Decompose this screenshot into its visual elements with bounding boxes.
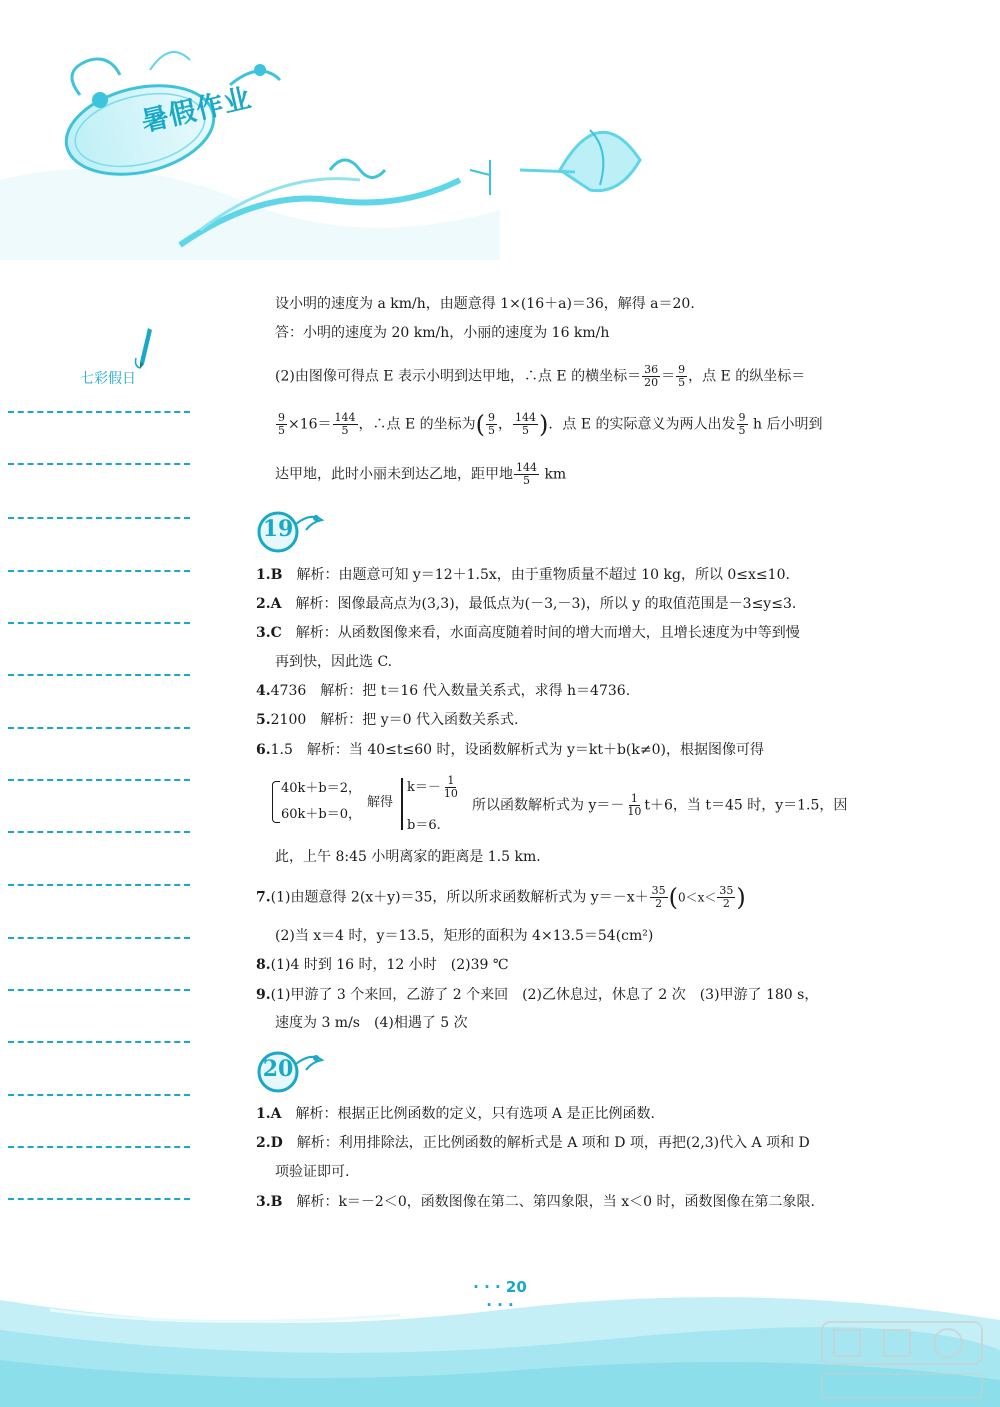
answer-item: 3.B 解析：k＝－2＜0，函数图像在第二、第四象限，当 x＜0 时，函数图像在第二象限. (256, 1194, 815, 1210)
fraction: $\frac{9}{5}$ (278, 411, 285, 437)
note-line (8, 1041, 190, 1043)
note-line (8, 1198, 190, 1200)
banner-title: 暑假作业 (138, 82, 255, 139)
equation: 40k＋b＝2， (281, 781, 362, 796)
fraction: $\frac{9}{5}$ (738, 411, 746, 437)
answer-item: 2.D 解析：利用排除法，正比例函数的解析式是 A 项和 D 项，再把(2,3)代入 A 项和 D (256, 1135, 810, 1151)
note-line (8, 622, 190, 624)
answer-item: 1.B 解析：由题意可知 y＝12＋1.5x，由于重物质量不超过 10 kg，所以 0≤x≤10. (256, 567, 790, 583)
equation-brace (272, 781, 280, 823)
note-line (8, 1094, 190, 1096)
fraction: $\frac{1}{10}$ (443, 774, 458, 800)
answer-item: 6.1.5 解析：当 40≤t≤60 时，设函数解析式为 y＝kt＋b(k≠0)，根据图像可得 (256, 742, 764, 758)
note-line (8, 1146, 190, 1148)
fraction: $\frac{9}{5}$ (488, 411, 496, 437)
note-line (8, 463, 190, 465)
equation-brace (401, 778, 403, 830)
answer-item: 3.C 解析：从函数图像来看，水面高度随着时间的增大而增大，且增长速度为中等到慢 (256, 625, 800, 641)
solve-label: 解得 (367, 795, 394, 810)
fraction: $\frac{1}{10}$ (627, 792, 642, 818)
note-line (8, 674, 190, 676)
note-line (8, 831, 190, 833)
note-line (8, 570, 190, 572)
text-line: $\frac{9}{5}$ ×16＝ $\frac{144}{5}$ ，∴点 E 的坐标为( $\frac{9}{5}$ ， $\frac{144}{5}$ )．点 E 的实际意义为两人出发 $\frac{9}{5}$ h 后小明到 (278, 410, 823, 439)
answer-item: 2.A 解析：图像最高点为(3,3)，最低点为(－3,－3)，所以 y 的取值范围是－3≤y≤3. (256, 596, 797, 612)
note-line (8, 517, 190, 519)
text-line: 速度为 3 m/s (4)相遇了 5 次 (275, 1015, 468, 1031)
answer-item: 1.A 解析：根据正比例函数的定义，只有选项 A 是正比例函数. (256, 1106, 655, 1122)
text-line: 达甲地，此时小丽未到达乙地，距甲地 $\frac{144}{5}$ km (275, 461, 567, 487)
fraction: $\frac{35}{2}$ (651, 884, 666, 910)
note-line (8, 989, 190, 991)
text-line: 再到快，因此选 C. (275, 654, 393, 670)
page-number: · · · 20 · · · (473, 1278, 527, 1314)
text-line: 所以函数解析式为 y＝－ $\frac{1}{10}$ t＋6，当 t＝45 时，y＝1.5，因 (472, 792, 848, 818)
fraction: $\frac{144}{5}$ (515, 411, 537, 437)
fraction: $\frac{144}{5}$ (334, 411, 356, 437)
equation: k＝－ $\frac{1}{10}$ (407, 774, 458, 800)
answer-item: 8.(1)4 时到 16 时，12 小时 (2)39 ℃ (256, 957, 509, 973)
equation: b＝6. (407, 818, 441, 833)
header-floral-decoration (0, 0, 720, 260)
text-line: (2)由图像可得点 E 表示小明到达甲地，∴点 E 的横坐标＝ $\frac{36}{20}$ ＝ $\frac{9}{5}$ ，点 E 的纵坐标＝ (275, 363, 806, 389)
note-line (8, 727, 190, 729)
fraction: $\frac{144}{5}$ (516, 461, 537, 487)
text-line: 设小明的速度为 a km/h，由题意得 1×(16＋a)＝36，解得 a＝20. (275, 296, 695, 312)
answer-item: 5.2100 解析：把 y＝0 代入函数关系式. (256, 712, 519, 728)
answer-item: 4.4736 解析：把 t＝16 代入数量关系式，求得 h＝4736. (256, 683, 631, 699)
watermark-logo (820, 1318, 990, 1404)
text-line: 项验证即可. (275, 1164, 350, 1180)
fraction: $\frac{35}{2}$ (719, 884, 734, 910)
note-line (8, 779, 190, 781)
pen-icon (132, 322, 154, 370)
section-number: 20 (262, 1056, 294, 1082)
note-line (8, 937, 190, 939)
note-line (8, 411, 190, 413)
note-line (8, 884, 190, 886)
section-number: 19 (262, 516, 294, 542)
text-line: 此，上午 8:45 小明离家的距离是 1.5 km. (275, 849, 541, 865)
text-line: 答：小明的速度为 20 km/h，小丽的速度为 16 km/h (275, 325, 610, 341)
fraction: $\frac{9}{5}$ (678, 363, 686, 389)
sidebar-label: 七彩假日 (80, 371, 136, 387)
answer-item: 7.(1)由题意得 2(x＋y)＝35，所以所求函数解析式为 y＝－x＋ $\frac{35}{2}$ (0＜x＜ $\frac{35}{2}$ ) (256, 883, 746, 912)
equation: 60k＋b＝0， (281, 807, 362, 822)
fraction: $\frac{36}{20}$ (644, 363, 659, 389)
answer-item: 9.(1)甲游了 3 个来回，乙游了 2 个来回 (2)乙休息过，休息了 2 次 (3)甲游了 180 s， (256, 987, 819, 1003)
text-line: (2)当 x＝4 时，y＝13.5，矩形的面积为 4×13.5＝54(cm²) (275, 928, 654, 944)
